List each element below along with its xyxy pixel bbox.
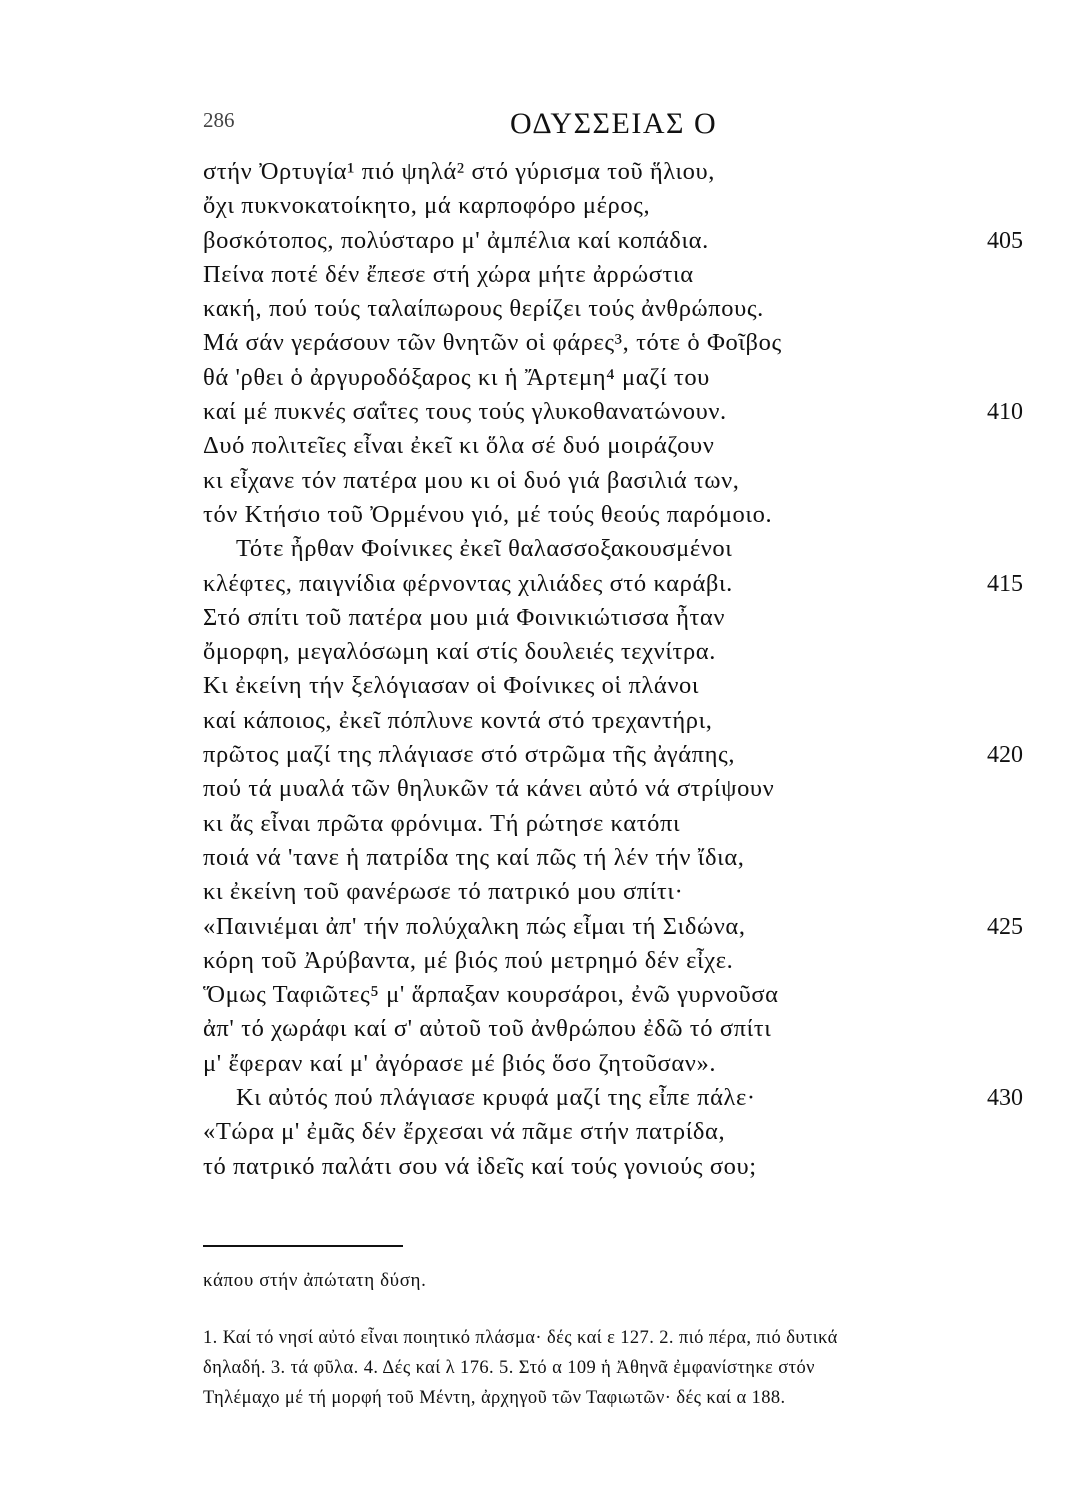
page-number: 286 [203,108,235,132]
verse-line [203,189,1033,223]
footnote-separator [203,1245,403,1247]
verse-line [203,498,1033,532]
verse-text: Κι αὐτός πού πλάγιασε κρυφά μαζί της εἶπε πάλε· [236,1084,756,1112]
verse-line [203,1115,1033,1149]
verse-line [203,155,1033,189]
verse-line [203,429,1033,463]
verse-line [203,1012,1033,1046]
verse-line [203,669,1033,703]
footnote-continuation: κάπου στήν ἀπώτατη δύση. [203,1270,427,1291]
verse-line [203,635,1033,669]
verse-text: Ὅμως Ταφιῶτες⁵ μ' ἅρπαξαν κουρσάροι, ἐνῶ γυρνοῦσα [203,981,779,1009]
verse-text: ποιά νά 'τανε ἡ πατρίδα της καί πῶς τή λέν τήν ἴδια, [203,843,745,871]
verse-text: κόρη τοῦ Ἀρύβαντα, μέ βιός πού μετρημό δέν εἶχε. [203,946,734,974]
verse-line [203,704,1033,738]
line-number: 405 [987,227,1023,254]
verse-text: πρῶτος μαζί της πλάγιασε στό στρῶμα τῆς ἀγάπης, [203,741,736,769]
line-number: 425 [987,913,1023,940]
verse-text: κι εἶχανε τόν πατέρα μου κι οἱ δυό γιά βασιλιά των, [203,466,740,494]
verse-text: Στό σπίτι τοῦ πατέρα μου μιά Φοινικιώτισσα ἦταν [203,603,726,631]
verse-line [203,841,1033,875]
verse-line [203,258,1033,292]
verse-line [203,601,1033,635]
verse-line [203,464,1033,498]
verse-text: θά 'ρθει ὁ ἀργυροδόξαρος κι ἡ Ἄρτεμη⁴ μαζί του [203,363,710,391]
verse-text: στήν Ὀρτυγία¹ πιό ψηλά² στό γύρισμα τοῦ ἥλιου, [203,158,715,185]
verse-line [203,807,1033,841]
verse-text: τόν Κτήσιο τοῦ Ὀρμένου γιό, μέ τούς θεούς παρόμοιο. [203,500,773,528]
verse-text: ἀπ' τό χωράφι καί σ' αὐτοῦ τοῦ ἀνθρώπου ἐδῶ τό σπίτι [203,1015,772,1043]
verse-text: κλέφτες, παιγνίδια φέρνοντας χιλιάδες στό καράβι. [203,569,733,597]
verse-line [203,395,1033,429]
verse-line [203,772,1033,806]
footnote-line: δηλαδή. 3. τά φῦλα. 4. Δές καί λ 176. 5. Στό α 109 ἡ Ἀθηνᾶ ἐμφανίστηκε στόν [203,1358,815,1378]
line-number: 410 [987,399,1023,426]
verse-line [203,567,1033,601]
footnote-line: Τηλέμαχο μέ τή μορφή τοῦ Μέντη, ἀρχηγοῦ τῶν Ταφιωτῶν· δές καί α 188. [203,1388,786,1408]
line-number: 430 [987,1085,1023,1112]
verse-text: τό πατρικό παλάτι σου νά ἰδεῖς καί τούς γονιούς σου; [203,1152,757,1180]
verse-text: καί μέ πυκνές σαΐτες τους τούς γλυκοθανατώνουν. [203,398,727,426]
verse-text: καί κάποιος, ἐκεῖ πόπλυνε κοντά στό τρεχαντήρι, [203,706,713,734]
verse-text: Τότε ἦρθαν Φοίνικες ἐκεῖ θαλασσοξακουσμένοι [236,535,733,563]
verse-text: Κι ἐκείνη τήν ξελόγιασαν οἱ Φοίνικες οἱ πλάνοι [203,672,700,700]
verse-line [203,910,1033,944]
verse-line [203,326,1033,360]
verse-text: «Παινιέμαι ἀπ' τήν πολύχαλκη πώς εἶμαι τή Σιδώνα, [203,912,746,940]
verse-line [203,1150,1033,1184]
footnotes [203,1323,1023,1413]
verse-text: κακή, πού τούς ταλαίπωρους θερίζει τούς ἀνθρώπους. [203,295,764,323]
verse-line [203,292,1033,326]
verse-text: Δυό πολιτεῖες εἶναι ἐκεῖ κι ὅλα σέ δυό μοιράζουν [203,432,715,460]
verse-line [203,978,1033,1012]
footnote-line: 1. Καί τό νησί αὐτό εἶναι ποιητικό πλάσμα· δές καί ε 127. 2. πιό πέρα, πιό δυτικά [203,1328,838,1348]
verse-text: ὄχι πυκνοκατοίκητο, μά καρποφόρο μέρος, [203,192,651,220]
running-head: ΟΔΥΣΣΕΙΑΣ Ο [510,107,718,140]
verse-text: Πείνα ποτέ δέν ἔπεσε στή χώρα μήτε ἀρρώστια [203,260,694,288]
verse-line [203,532,1033,566]
verse-line [203,1081,1033,1115]
verse-text: ὄμορφη, μεγαλόσωμη καί στίς δουλειές τεχνίτρα. [203,638,716,666]
verse-line [203,361,1033,395]
verse-text: κι ἐκείνη τοῦ φανέρωσε τό πατρικό μου σπίτι· [203,878,684,906]
verse-text: κι ἄς εἶναι πρῶτα φρόνιμα. Τή ρώτησε κατόπι [203,809,681,837]
verse-line [203,224,1033,258]
verse-text: βοσκότοπος, πολύσταρο μ' ἀμπέλια καί κοπάδια. [203,226,709,254]
verse-line [203,944,1033,978]
verse-text: «Τώρα μ' ἐμᾶς δέν ἔρχεσαι νά πᾶμε στήν πατρίδα, [203,1118,726,1146]
verse-text: πού τά μυαλά τῶν θηλυκῶν τά κάνει αὐτό νά στρίψουν [203,775,775,803]
poem-text [203,155,1033,1184]
verse-text: μ' ἔφεραν καί μ' ἀγόρασε μέ βιός ὅσο ζητοῦσαν». [203,1049,717,1077]
verse-line [203,1047,1033,1081]
verse-text: Μά σάν γεράσουν τῶν θνητῶν οἱ φάρες³, τότε ὁ Φοῖβος [203,329,782,357]
verse-line [203,738,1033,772]
line-number: 415 [987,570,1023,597]
line-number: 420 [987,742,1023,769]
verse-line [203,875,1033,909]
